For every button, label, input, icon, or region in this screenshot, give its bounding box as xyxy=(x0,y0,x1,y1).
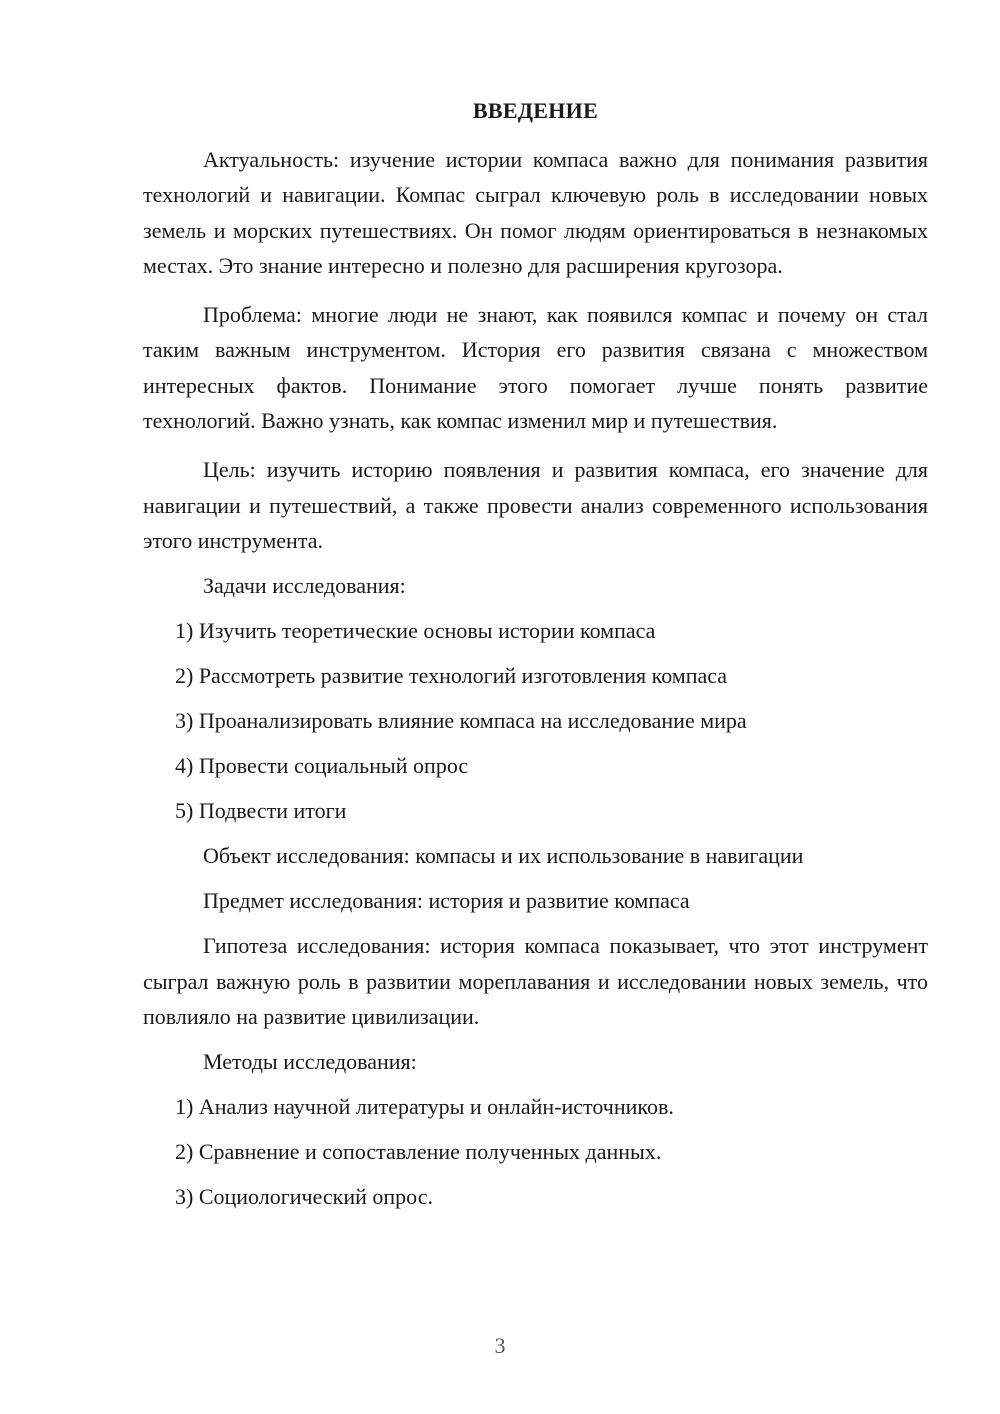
problem-paragraph: Проблема: многие люди не знают, как появился компас и почему он стал таким важным инструментом. История его развития связана с множеством интересных фактов. Понимание этого помогает лучше понять развитие технологий. Важно узнать, как компас изменил мир и путешествия. xyxy=(143,302,928,434)
research-object: Объект исследования: компасы и их использование в навигации xyxy=(203,843,804,869)
page-number: 3 xyxy=(494,1333,506,1358)
task-item: 1) Изучить теоретические основы истории компаса xyxy=(175,618,656,644)
section-heading: ВВЕДЕНИЕ xyxy=(472,98,599,123)
methods-list xyxy=(143,1089,928,1214)
task-item: 2) Рассмотреть развитие технологий изготовления компаса xyxy=(175,663,728,689)
task-item: 5) Подвести итоги xyxy=(175,798,347,824)
method-item: 3) Социологический опрос. xyxy=(175,1184,433,1210)
methods-title: Методы исследования: xyxy=(203,1049,417,1075)
method-item: 2) Сравнение и сопоставление полученных данных. xyxy=(175,1139,662,1165)
goal-paragraph: Цель: изучить историю появления и развития компаса, его значение для навигации и путешествий, а также провести анализ современного использования этого инструмента. xyxy=(143,457,928,553)
task-item: 4) Провести социальный опрос xyxy=(175,753,469,779)
method-item: 1) Анализ научной литературы и онлайн-источников. xyxy=(175,1094,674,1120)
tasks-title: Задачи исследования: xyxy=(203,573,406,599)
tasks-list xyxy=(143,613,928,828)
document-page xyxy=(143,94,928,1224)
research-subject: Предмет исследования: история и развитие компаса xyxy=(203,888,690,914)
hypothesis-paragraph: Гипотеза исследования: история компаса показывает, что этот инструмент сыграл важную роль в развитии мореплавания и исследовании новых земель, что повлияло на развитие цивилизации. xyxy=(143,933,928,1029)
task-item: 3) Проанализировать влияние компаса на исследование мира xyxy=(175,708,747,734)
relevance-paragraph: Актуальность: изучение истории компаса важно для понимания развития технологий и навигации. Компас сыграл ключевую роль в исследовании новых земель и морских путешествиях. Он помог людям ориентироваться в незнакомых местах. Это знание интересно и полезно для расширения кругозора. xyxy=(143,147,928,278)
